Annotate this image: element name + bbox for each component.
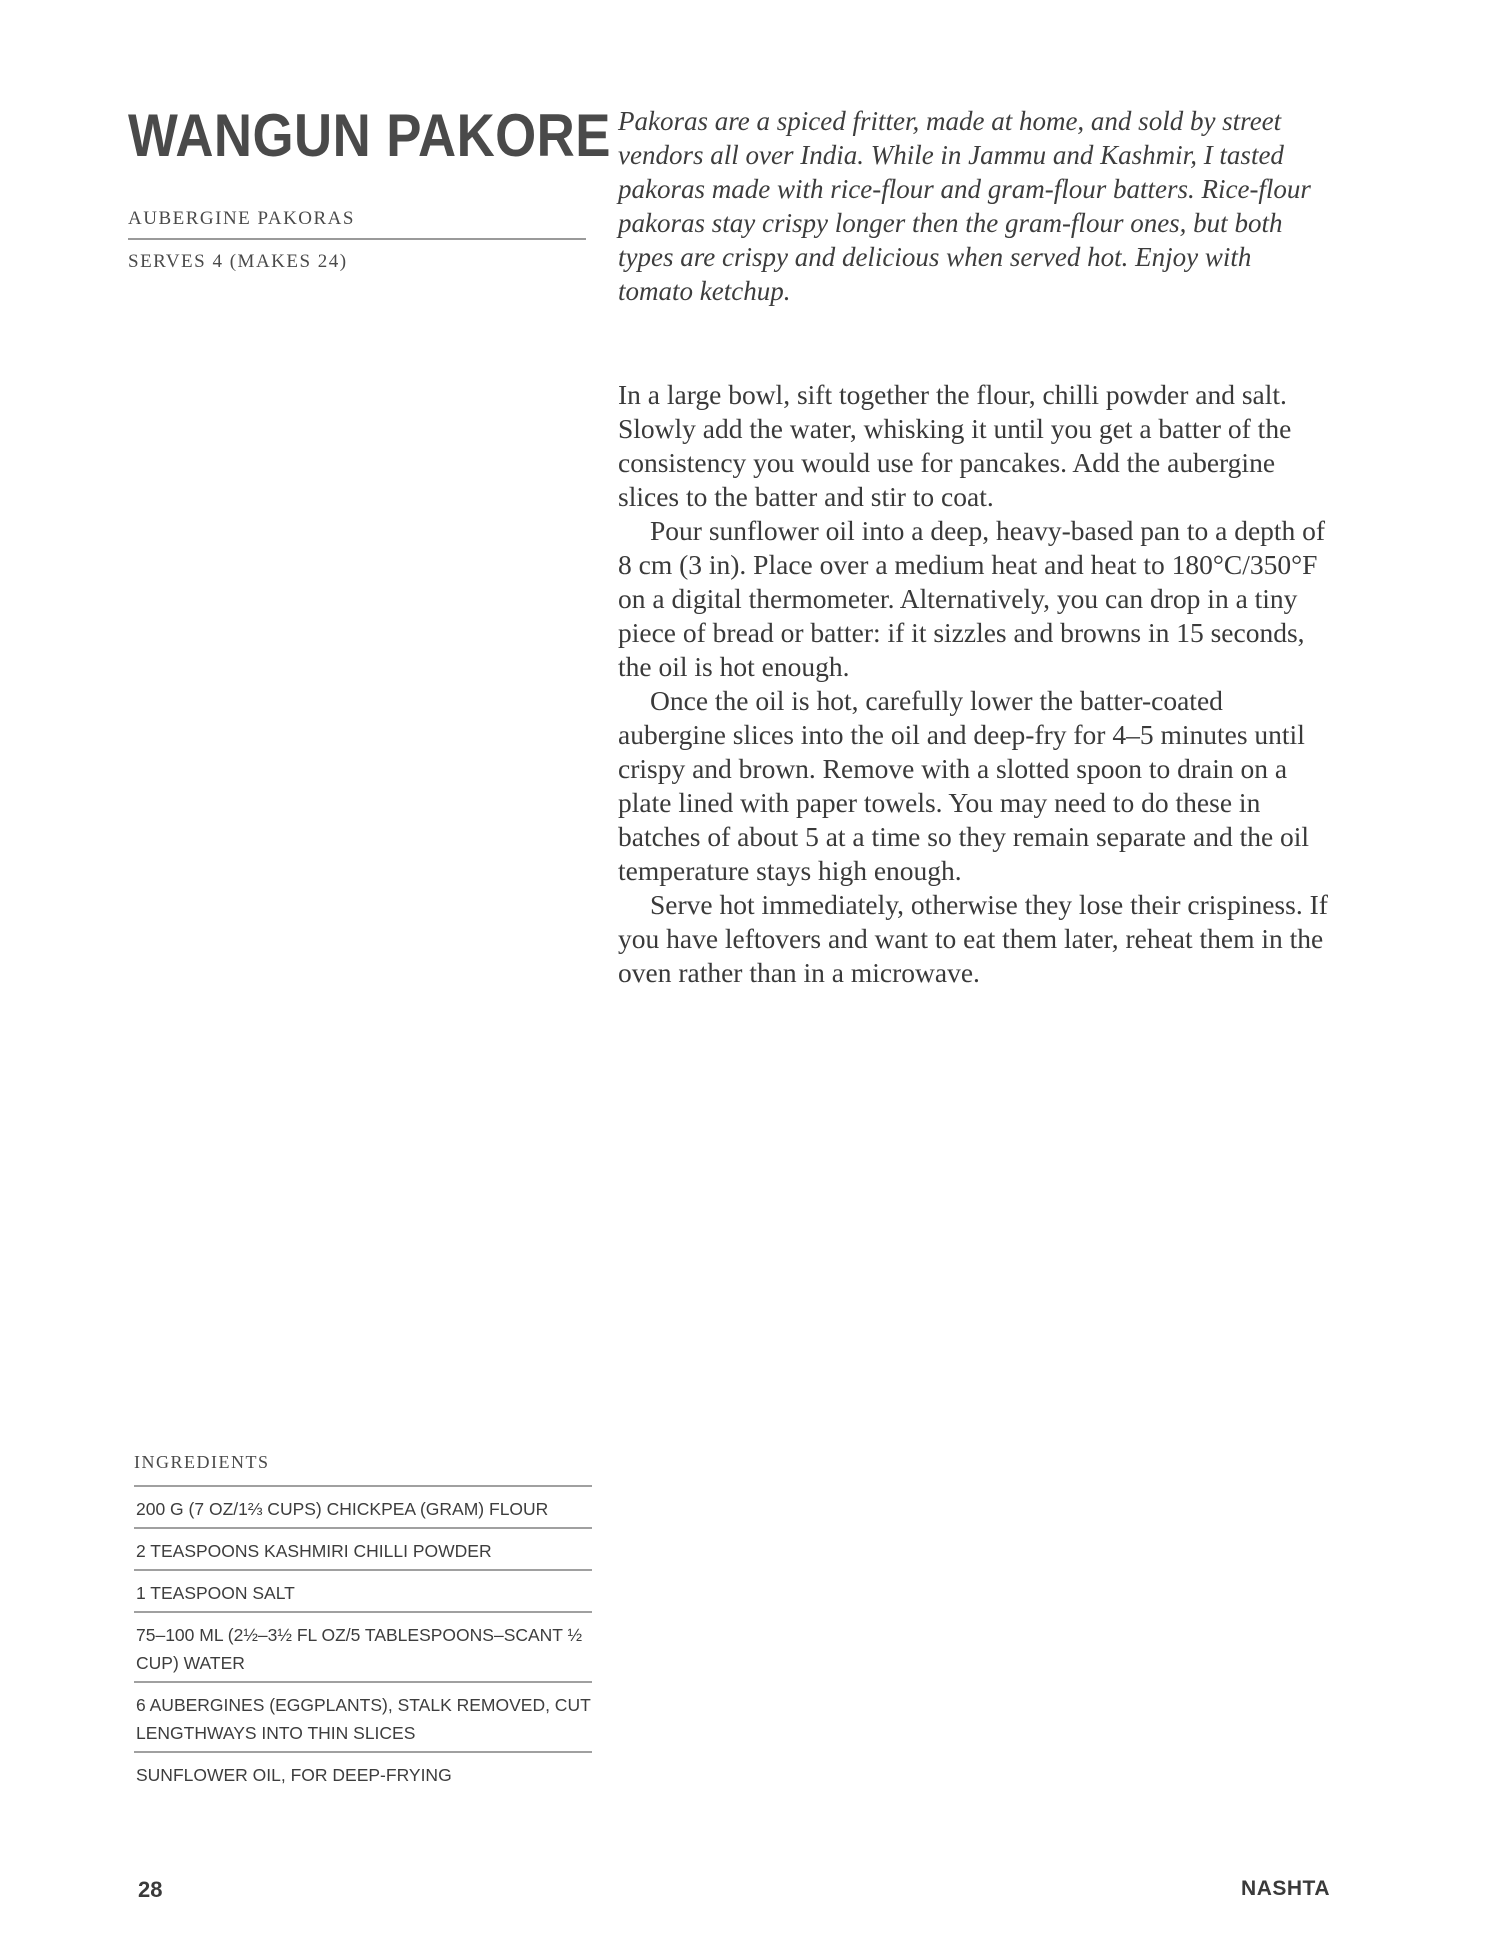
ingredient-item: 2 TEASPOONS KASHMIRI CHILLI POWDER <box>134 1529 592 1571</box>
recipe-serves: SERVES 4 (MAKES 24) <box>128 251 348 272</box>
page-number: 28 <box>138 1877 163 1902</box>
ingredient-item: 1 TEASPOON SALT <box>134 1571 592 1613</box>
method-paragraph: Pour sunflower oil into a deep, heavy-based pan to a depth of 8 cm (3 in). Place over a medium heat and heat to 180°C/350°F on a digital thermometer. Alternatively, you can drop in a tiny piece of bread or batter: if it sizzles and browns in 15 seconds, the oil is hot enough. <box>618 515 1326 682</box>
ingredients-list <box>134 1452 592 1793</box>
ingredient-item: 75–100 ML (2½–3½ FL OZ/5 TABLESPOONS–SCANT ½ CUP) WATER <box>134 1613 592 1683</box>
ingredient-item: 200 G (7 OZ/1⅔ CUPS) CHICKPEA (GRAM) FLOUR <box>134 1487 592 1529</box>
ingredients-heading: INGREDIENTS <box>134 1452 592 1487</box>
method-paragraph: Serve hot immediately, otherwise they lose their crispiness. If you have leftovers and want to eat them later, reheat them in the oven rather than in a microwave. <box>618 889 1328 988</box>
recipe-intro: Pakoras are a spiced fritter, made at home, and sold by street vendors all over India. While in Jammu and Kashmir, I tasted pakoras made with rice-flour and gram-flour batters. Rice-flour pakoras stay crispy longer then the gram-flour ones, but both types are crispy and delicious when served hot. Enjoy with tomato ketchup. <box>618 106 1311 306</box>
recipe-title: WANGUN PAKORE <box>128 102 611 169</box>
ingredient-item: SUNFLOWER OIL, FOR DEEP-FRYING <box>136 1765 452 1785</box>
recipe-subtitle: AUBERGINE PAKORAS <box>128 205 586 240</box>
method-section <box>618 378 1328 990</box>
ingredient-item: 6 AUBERGINES (EGGPLANTS), STALK REMOVED, CUT LENGTHWAYS INTO THIN SLICES <box>134 1683 592 1753</box>
section-name: NASHTA <box>1241 1877 1330 1900</box>
recipe-meta <box>128 205 586 281</box>
method-paragraph: Once the oil is hot, carefully lower the batter-coated aubergine slices into the oil and deep-fry for 4–5 minutes until crispy and brown. Remove with a slotted spoon to drain on a plate lined with paper towels. You may need to do these in batches of about 5 at a time so they remain separate and the oil temperature stays high enough. <box>618 685 1310 886</box>
method-paragraph: In a large bowl, sift together the flour, chilli powder and salt. Slowly add the water, whisking it until you get a batter of the consistency you would use for pancakes. Add the aubergine slices to the batter and stir to coat. <box>618 379 1292 512</box>
